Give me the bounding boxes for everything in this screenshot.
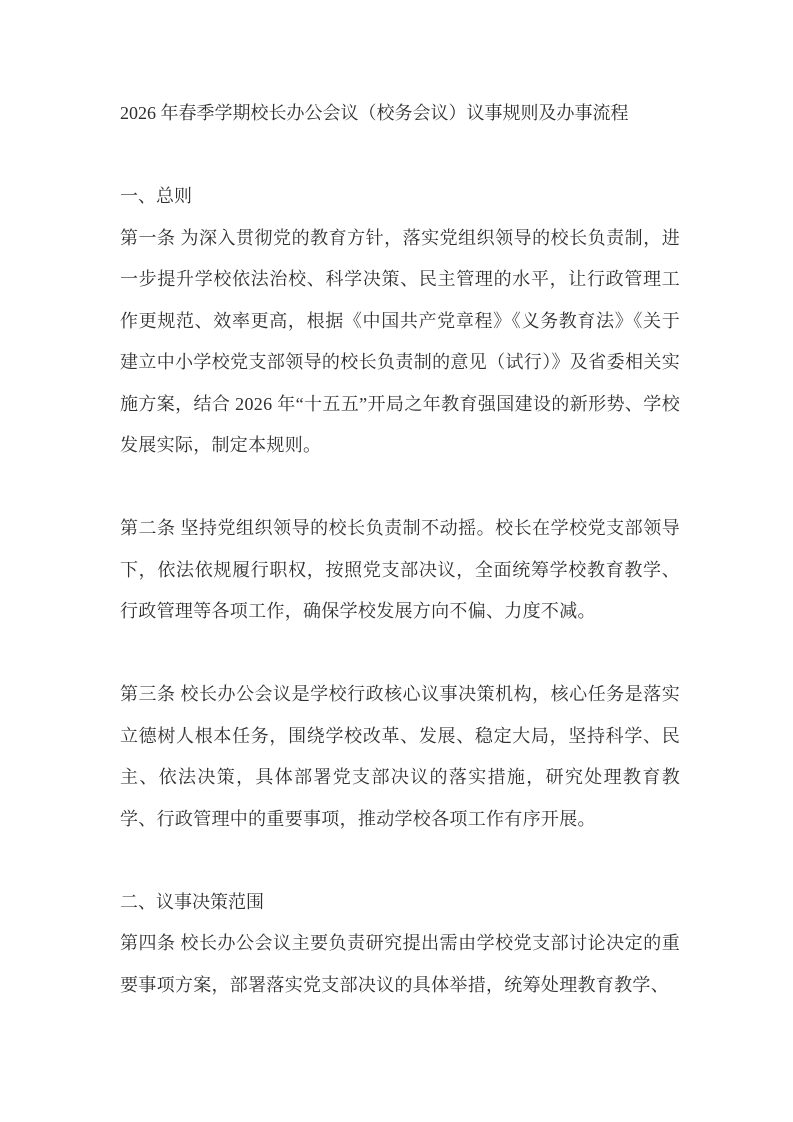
paragraph-article-2: 第二条 坚持党组织领导的校长负责制不动摇。校长在学校党支部领导下，依法依规履行职权，按照党支部决议，全面统筹学校教育教学、行政管理等各项工作，确保学校发展方向不偏、力度不减。 (120, 518, 680, 621)
paragraph-article-3: 第三条 校长办公会议是学校行政核心议事决策机构，核心任务是落实立德树人根本任务，围绕学校改革、发展、稳定大局，坚持科学、民主、依法决策，具体部署党支部决议的落实措施，研究处理教育教学、行政管理中的重要事项，推动学校各项工作有序开展。 (120, 684, 680, 829)
document-title: 2026 年春季学期校长办公会议（校务会议）议事规则及办事流程 (120, 103, 629, 123)
section-heading-general-rules: 一、总则 (120, 186, 192, 206)
section-heading-decision-scope: 二、议事决策范围 (120, 891, 264, 912)
paragraph-article-1: 第一条 为深入贯彻党的教育方针，落实党组织领导的校长负责制，进一步提升学校依法治校、科学决策、民主管理的水平，让行政管理工作更规范、效率更高，根据《中国共产党章程》《义务教育法》《关于建立中小学校党支部领导的校长负责制的意见（试行）》及省委相关实施方案，结合 2026 年“十五五”开局之年教育强国建设的新形势、学校发展实际，制定本规则。 (120, 227, 680, 455)
paragraph-article-4: 第四条 校长办公会议主要负责研究提出需由学校党支部讨论决定的重要事项方案，部署落实党支部决议的具体举措，统筹处理教育教学、 (120, 933, 680, 995)
